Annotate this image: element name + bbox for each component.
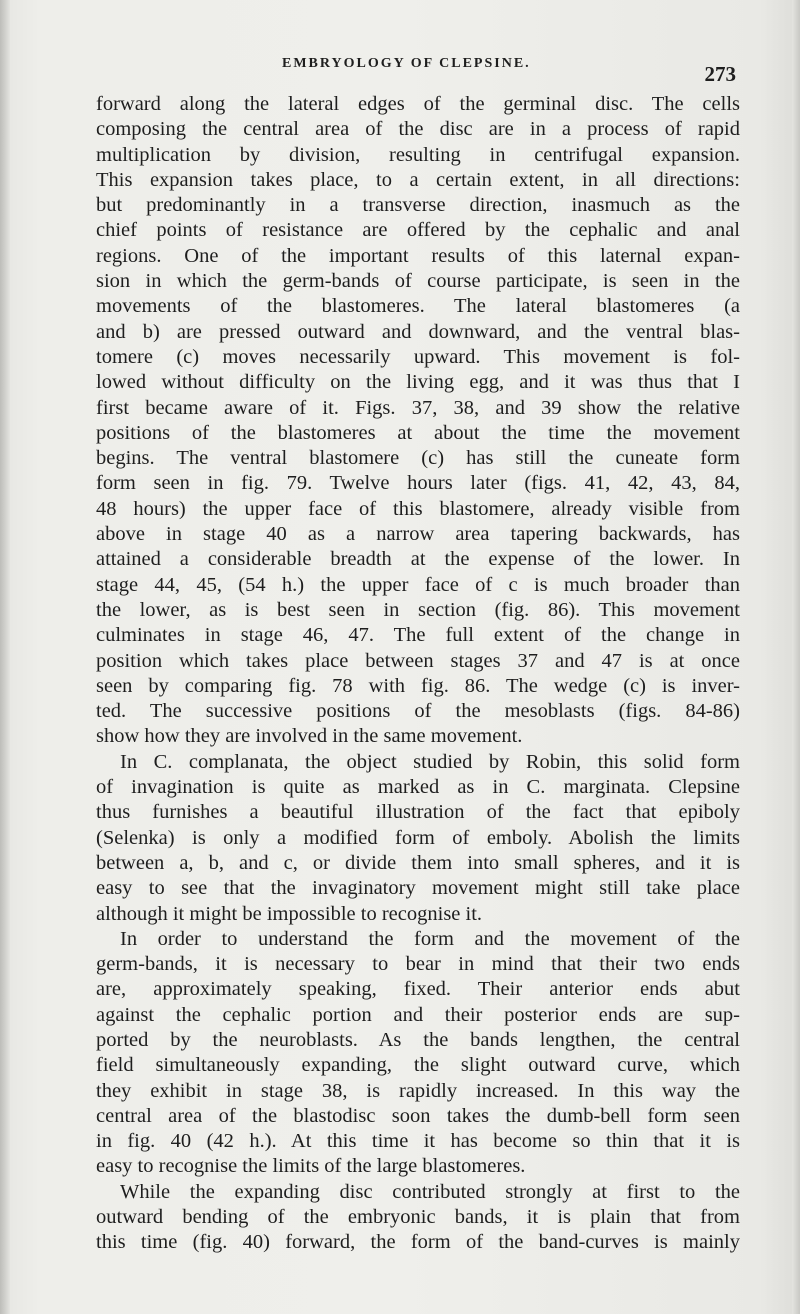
text-line: attained a considerable breadth at the expense of the lower. In bbox=[96, 548, 740, 571]
paragraph-2 bbox=[96, 750, 740, 927]
text-line: This expansion takes place, to a certain extent, in all directions: bbox=[96, 168, 740, 191]
running-head-title: EMBRYOLOGY OF CLEPSINE. bbox=[282, 56, 531, 71]
text-line: While the expanding disc contributed strongly at first to the bbox=[120, 1180, 740, 1203]
text-line: this time (fig. 40) forward, the form of the band-curves is mainly bbox=[96, 1231, 740, 1254]
text-line: positions of the blastomeres at about the time the movement bbox=[96, 421, 740, 444]
text-line: between a, b, and c, or divide them into small spheres, and it is bbox=[96, 851, 740, 874]
book-page bbox=[96, 52, 740, 1256]
text-line: easy to see that the invaginatory movement might still take place bbox=[96, 877, 740, 900]
text-line: lowed without difficulty on the living egg, and it was thus that I bbox=[96, 371, 740, 394]
text-line: they exhibit in stage 38, is rapidly increased. In this way the bbox=[96, 1079, 740, 1102]
text-line: forward along the lateral edges of the germinal disc. The cells bbox=[96, 93, 740, 115]
text-line: first became aware of it. Figs. 37, 38, and 39 show the relative bbox=[96, 396, 740, 419]
text-line: tomere (c) moves necessarily upward. This movement is fol- bbox=[96, 345, 740, 368]
text-line: field simultaneously expanding, the slight outward curve, which bbox=[96, 1054, 740, 1077]
text-line: outward bending of the embryonic bands, it is plain that from bbox=[96, 1206, 740, 1229]
text-line: in fig. 40 (42 h.). At this time it has become so thin that it is bbox=[96, 1130, 740, 1153]
page-edge-shadow-right bbox=[792, 0, 800, 1314]
text-line: although it might be impossible to recognise it. bbox=[96, 902, 483, 925]
text-line: (Selenka) is only a modified form of emboly. Abolish the limits bbox=[96, 826, 740, 849]
text-line: but predominantly in a transverse direction, inasmuch as the bbox=[96, 194, 740, 217]
running-head bbox=[96, 52, 740, 92]
text-line: regions. One of the important results of this laternal expan- bbox=[96, 244, 740, 267]
text-line: multiplication by division, resulting in centrifugal expansion. bbox=[96, 143, 740, 166]
text-line: central area of the blastodisc soon takes the dumb-bell form seen bbox=[96, 1104, 740, 1127]
text-line: germ-bands, it is necessary to bear in mind that their two ends bbox=[96, 953, 740, 976]
text-line: In C. complanata, the object studied by Robin, this solid form bbox=[120, 750, 740, 773]
text-line: culminates in stage 46, 47. The full extent of the change in bbox=[96, 624, 740, 647]
text-line: chief points of resistance are offered by the cephalic and anal bbox=[96, 219, 740, 242]
text-line: In order to understand the form and the movement of the bbox=[120, 927, 740, 950]
text-line: movements of the blastomeres. The lateral blastomeres (a bbox=[96, 295, 740, 318]
text-line: thus furnishes a beautiful illustration of the fact that epiboly bbox=[96, 801, 740, 824]
paragraph-1 bbox=[96, 92, 740, 750]
text-line: position which takes place between stages 37 and 47 is at once bbox=[96, 649, 740, 672]
text-line: against the cephalic portion and their posterior ends are sup- bbox=[96, 1003, 740, 1026]
paragraph-3 bbox=[96, 927, 740, 1180]
text-line: easy to recognise the limits of the large blastomeres. bbox=[96, 1155, 526, 1178]
text-line: ted. The successive positions of the mesoblasts (figs. 84-86) bbox=[96, 700, 740, 723]
body-text bbox=[96, 92, 740, 1256]
text-line: above in stage 40 as a narrow area tapering backwards, has bbox=[96, 523, 740, 546]
text-line: begins. The ventral blastomere (c) has still the cuneate form bbox=[96, 447, 740, 470]
text-line: ported by the neuroblasts. As the bands lengthen, the central bbox=[96, 1028, 740, 1051]
text-line: sion in which the germ-bands of course participate, is seen in the bbox=[96, 270, 740, 293]
text-line: seen by comparing fig. 78 with fig. 86. The wedge (c) is inver- bbox=[96, 674, 740, 697]
text-line: and b) are pressed outward and downward, and the ventral blas- bbox=[96, 320, 740, 343]
text-line: the lower, as is best seen in section (fig. 86). This movement bbox=[96, 598, 740, 621]
text-line: of invagination is quite as marked as in C. marginata. Clepsine bbox=[96, 776, 740, 799]
page-edge-shadow-left bbox=[0, 0, 10, 1314]
text-line: stage 44, 45, (54 h.) the upper face of c is much broader than bbox=[96, 573, 740, 596]
text-line: composing the central area of the disc are in a process of rapid bbox=[96, 118, 740, 141]
text-line: 48 hours) the upper face of this blastomere, already visible from bbox=[96, 497, 740, 520]
paragraph-4 bbox=[96, 1180, 740, 1256]
text-line: show how they are involved in the same movement. bbox=[96, 725, 523, 748]
text-line: form seen in fig. 79. Twelve hours later (figs. 41, 42, 43, 84, bbox=[96, 472, 740, 495]
page-number: 273 bbox=[704, 62, 736, 86]
text-line: are, approximately speaking, fixed. Their anterior ends abut bbox=[96, 978, 740, 1001]
